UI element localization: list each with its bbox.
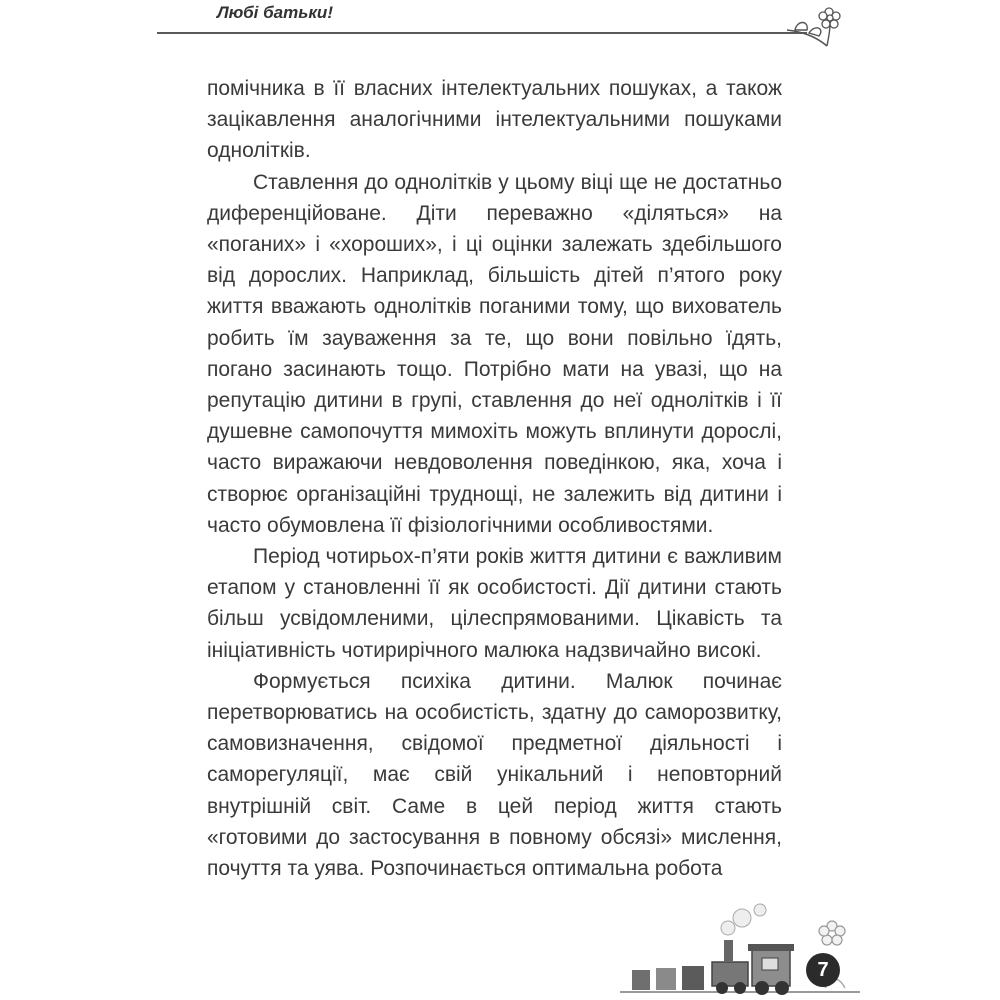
paragraph: помічника в її власних інтелектуальних пошуках, а також зацікавлення аналогічними інтелектуальними пошуками однолітків. bbox=[207, 77, 782, 163]
header-divider bbox=[157, 32, 807, 34]
running-header-title: Любі батьки! bbox=[217, 3, 333, 22]
paragraph: Формується психіка дитини. Малюк починає перетворюватись на особистість, здатну до саморозвитку, самовизначення, свідомої предметної діяльності і саморегуляції, має свій унікальний і неповторний внутрішній світ. Саме в цей період життя стають «готовими до застосування в повному обсязі» мислення, почуття та уява. Розпочинається оптимальна робота bbox=[207, 669, 782, 881]
paragraph: Період чотирьох-п’яти років життя дитини є важливим етапом у становленні її як особистості. Дії дитини стають більш усвідомленими, цілеспрямованими. Цікавість та ініціативність чотирирічного малюка надзвичайно високі. bbox=[207, 545, 782, 662]
article-text bbox=[207, 73, 782, 884]
page-number: 7 bbox=[806, 953, 840, 987]
paragraph: Ставлення до однолітків у цьому віці ще не достатньо диференційоване. Діти переважно «діляться» на «поганих» і «хороших», і ці оцінки залежать здебільшого від дорослих. Наприклад, більшість дітей п’ятого року життя вважають однолітків поганими тому, що вихователь робить їм зауваження за те, що вони повільно їдять, погано засинають тощо. Потрібно мати на увазі, що на репутацію дитини в групі, ставлення до неї однолітків і її душевне самопочуття мимохіть можуть вплинути дорослі, часто виражаючи невдоволення поведінкою, яка, хоча і створює організаційні труднощі, не залежить від дитини і часто обумовлена її фізіологічними особливостями. bbox=[207, 170, 782, 537]
flower-sprig-icon bbox=[785, 2, 845, 48]
